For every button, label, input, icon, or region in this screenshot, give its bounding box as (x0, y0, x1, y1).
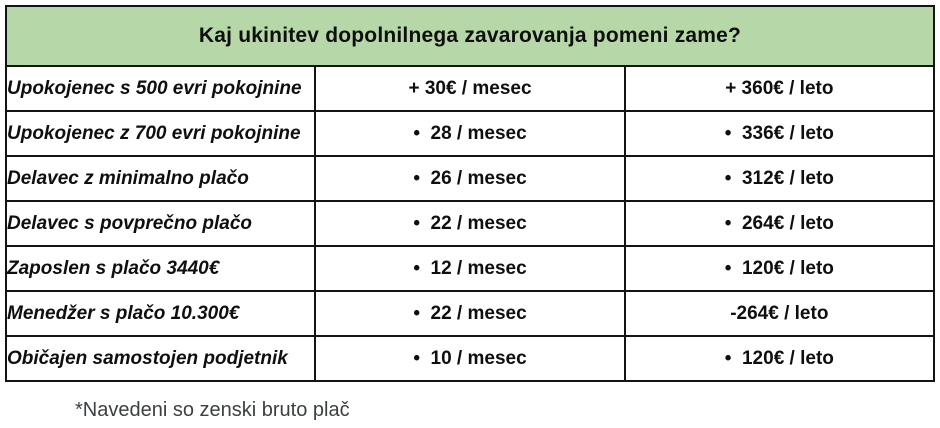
row-label: Menedžer s plačo 10.300€ (6, 291, 315, 336)
yearly-value: -264€ / leto (625, 291, 934, 336)
footnote: *Navedeni so zenski bruto plač (75, 399, 350, 421)
table-row (6, 246, 934, 291)
yearly-value: • 264€ / leto (625, 201, 934, 246)
table-row (6, 111, 934, 156)
table-row (6, 66, 934, 111)
monthly-value: • 12 / mesec (315, 246, 624, 291)
monthly-value: + 30€ / mesec (315, 66, 624, 111)
row-label: Delavec z minimalno plačo (6, 156, 315, 201)
monthly-value: • 22 / mesec (315, 201, 624, 246)
table-row (6, 201, 934, 246)
monthly-value: • 28 / mesec (315, 111, 624, 156)
table-row (6, 156, 934, 201)
table-row (6, 336, 934, 381)
yearly-value: • 336€ / leto (625, 111, 934, 156)
row-label: Običajen samostojen podjetnik (6, 336, 315, 381)
yearly-value: + 360€ / leto (625, 66, 934, 111)
monthly-value: • 22 / mesec (315, 291, 624, 336)
row-label: Upokojenec s 500 evri pokojnine (6, 66, 315, 111)
row-label: Zaposlen s plačo 3440€ (6, 246, 315, 291)
table-title: Kaj ukinitev dopolnilnega zavarovanja pomeni zame? (6, 6, 934, 66)
table-row (6, 291, 934, 336)
yearly-value: • 120€ / leto (625, 336, 934, 381)
yearly-value: • 120€ / leto (625, 246, 934, 291)
yearly-value: • 312€ / leto (625, 156, 934, 201)
monthly-value: • 10 / mesec (315, 336, 624, 381)
monthly-value: • 26 / mesec (315, 156, 624, 201)
insurance-impact-table (5, 5, 935, 382)
row-label: Upokojenec z 700 evri pokojnine (6, 111, 315, 156)
row-label: Delavec s povprečno plačo (6, 201, 315, 246)
table-header-row (6, 6, 934, 66)
